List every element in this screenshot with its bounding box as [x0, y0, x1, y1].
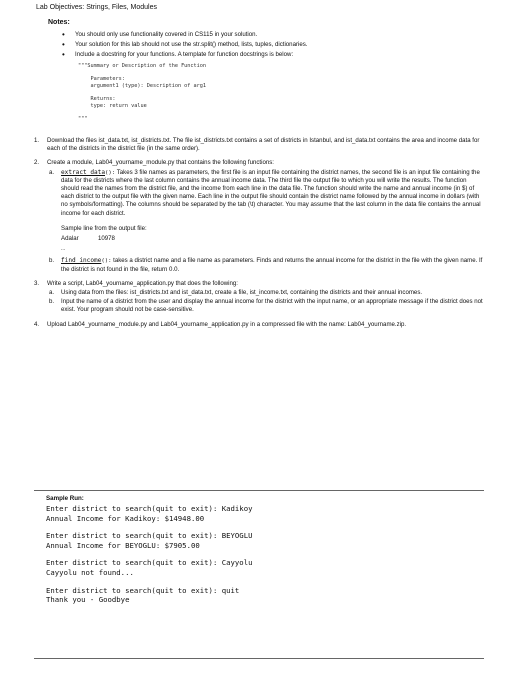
task-list	[34, 137, 484, 335]
console-line: Annual Income for BEYOGLU: $7905.00	[46, 540, 200, 550]
subtask-2a	[47, 169, 484, 254]
console-gap	[46, 578, 476, 586]
subtask-letter: b.	[49, 298, 55, 306]
console-line: Enter district to search(quit to exit): BEYOGLU	[46, 531, 253, 541]
console-gap	[46, 523, 476, 531]
function-parens: ():	[105, 169, 116, 176]
sample-label: Sample line from the output file:	[61, 224, 147, 232]
divider	[34, 490, 484, 491]
task-text: Download the files ist_data.txt, ist_districts.txt. The file ist_districts.txt contains a set of districts in Istanbul, and ist_data.txt contains the area and income data for each of the districts in the district file (in the same order).	[47, 137, 480, 153]
task-number: 2.	[34, 159, 40, 167]
task-2	[34, 159, 484, 273]
note-item: • You should only use functionality covered in CS115 in your solution.	[62, 31, 482, 39]
subtask-3b	[47, 298, 484, 314]
subtask-3a	[47, 289, 484, 297]
task-number: 3.	[34, 279, 40, 287]
task-text: Upload Lab04_yourname_module.py and Lab04_yourname_application.py in a compressed file with the name: Lab04_yourname.zip.	[47, 320, 407, 328]
console-line: Thank you - Goodbye	[46, 595, 130, 605]
function-name: find_income	[61, 257, 102, 265]
subtask-letter: a.	[49, 289, 55, 297]
console-line: Enter district to search(quit to exit): Cayyolu	[46, 558, 253, 568]
subtask-letter: b.	[49, 257, 55, 265]
function-name: extract_data	[61, 168, 106, 176]
subtask-text: Takes 3 file names as parameters, the first file is an input file containing the district names, the second file is an input file containing the data for the districts where the last column contains the annual income data. The third file the output file to which you will write the results. The function should read the names from the district file, and the income from each line in the data file. The function should write the name and annual income (in $) of each district to the output file with the given name. Each line in the output file should contain the district name followed by the annual income in dollars (with no symbols/formatting). The columns should be separated by the tab (\t) character. You may assume that the last column in the data file contains the annual income for each district.	[61, 168, 481, 217]
task-4	[34, 321, 484, 329]
task-number: 1.	[34, 137, 40, 144]
notes-list	[62, 31, 482, 62]
notes-title: Notes:	[48, 19, 70, 26]
subtask-letter: a.	[49, 168, 55, 176]
console-line: Enter district to search(quit to exit): quit	[46, 585, 240, 595]
subtask-text: takes a district name and a file name as parameters. Finds and returns the annual income for the district in the file with the given name. If the district is not found in the file, return 0.0.	[61, 257, 483, 273]
task-intro: Write a script, Lab04_yourname_application.py that does the following:	[47, 279, 238, 287]
subtask-text: Using data from the files: ist_districts.txt and ist_data.txt, create a file, ist_income.txt, containing the districts and their annual incomes.	[61, 289, 423, 297]
console-gap	[46, 550, 476, 558]
task-1	[34, 137, 484, 153]
sample-run	[46, 495, 476, 605]
note-item: • Your solution for this lab should not use the str.split() method, lists, tuples, dictionaries.	[62, 41, 482, 49]
lab-objectives: Lab Objectives: Strings, Files, Modules	[36, 4, 157, 11]
sample-run-title: Sample Run:	[46, 495, 84, 502]
console-line: Enter district to search(quit to exit): Kadikoy	[46, 504, 253, 513]
task-intro: Create a module, Lab04_yourname_module.py that contains the following functions:	[47, 159, 274, 167]
console-line: Cayyolu not found...	[46, 567, 134, 577]
note-item: • Include a docstring for your functions. A template for function docstrings is below:	[62, 51, 482, 59]
divider	[34, 658, 484, 659]
sample-income: 10978	[98, 235, 115, 243]
function-parens: ():	[101, 258, 112, 265]
sample-district: Adalar	[61, 235, 79, 243]
sample-line	[61, 235, 484, 243]
docstring-template: """Summary or Description of the Function Parameters: argument1 (type): Description of arg1 Returns: type: return value """	[78, 63, 207, 122]
sample-ellipsis: ...	[61, 246, 66, 253]
sample-output	[61, 225, 484, 254]
subtask-2b	[47, 257, 484, 273]
task-3	[34, 280, 484, 315]
task-number: 4.	[34, 320, 40, 328]
console-line: Annual Income for Kadikoy: $14948.00	[46, 513, 205, 523]
subtask-text: Input the name of a district from the user and display the annual income for the district with the input name, or an appropriate message if the district does not exist. Your program should not be case-sensitive.	[61, 298, 483, 314]
